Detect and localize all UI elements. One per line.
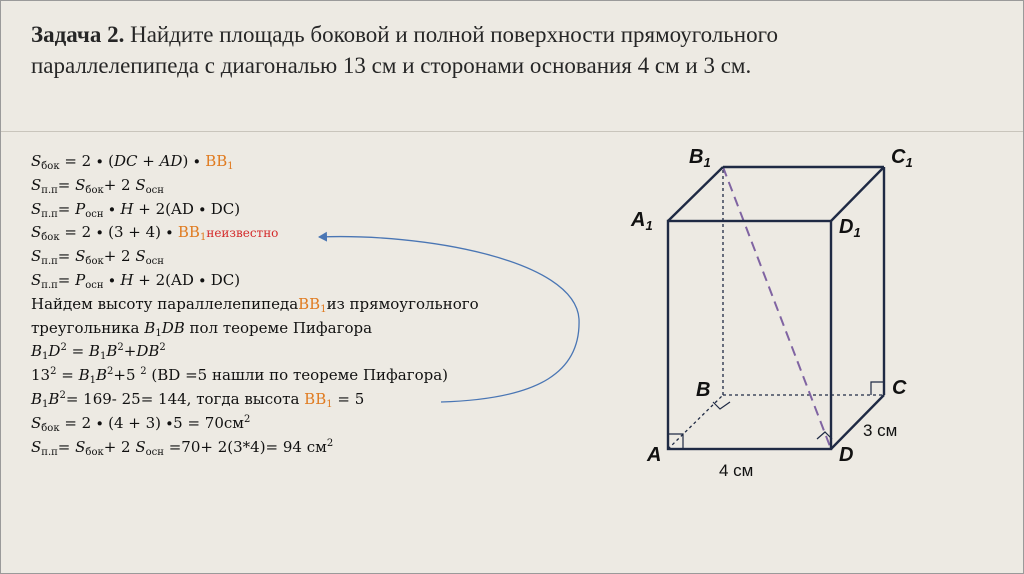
formula-line: $S_{п.п}= P_{осн} \cdot H + 2(AD \cdot DC)$	[31, 199, 241, 220]
text-line: Найдем высоту параллелепипедаBB$_1$из прямоугольного	[31, 294, 479, 315]
dimension-label-dc: 3 см	[863, 421, 898, 440]
formula-line: $S_{бок} = 2 \cdot (3 + 4)$ ∙ $BB_1неизвестно$	[31, 223, 279, 244]
front-face	[668, 221, 831, 449]
problem-text: Найдите площадь боковой и полной поверхности прямоугольного параллелепипеда с диагональю 13 см и сторонами основания 4 см и 3 см.	[31, 22, 778, 78]
edge-c1-d1	[831, 167, 884, 221]
text-line: треугольника $B_1DB$ пол теореме Пифагора	[31, 318, 373, 339]
unknown-note: неизвестно	[206, 226, 279, 241]
formula-line: $B_1D^2 = B_1B^2+DB^2$	[31, 342, 166, 363]
formula-line: $S_{бок} = 2 \cdot (DC + AD) \cdot BB_1$	[31, 152, 234, 172]
dimension-label-ad: 4 см	[719, 461, 754, 480]
diagonal-b1-d	[723, 167, 831, 449]
right-angle-c	[871, 382, 884, 395]
formula-line: $S_{п.п}= P_{осн} \cdot H + 2(AD \cdot DC)$	[31, 270, 241, 291]
parallelepiped-figure	[1, 1, 1023, 573]
formula-line: $13^2 = B_1B^2+5$ $^2$ (BD =5 нашли по теореме Пифагора)	[31, 366, 448, 387]
vertex-label-d: D	[839, 444, 854, 466]
reference-arrow	[319, 237, 579, 402]
formula-line: $S_{п.п}= S_{бок}+ 2$ $S_{осн}$	[31, 175, 164, 196]
vertex-label-b1: $B_1$	[689, 146, 711, 170]
right-angle-d	[817, 432, 832, 439]
vertex-label-a1: $A_1$	[631, 209, 653, 233]
vertex-label-c: C	[892, 377, 907, 399]
edge-a1-b1	[668, 167, 723, 221]
vertex-label-b: B	[696, 379, 711, 401]
problem-number: Задача 2.	[31, 22, 125, 47]
formula-line: $B_1B^2= 169-$ 25= 144, тогда высота $BB_1 = 5$	[31, 389, 365, 410]
vertex-label-a: A	[647, 444, 662, 466]
vertex-label-d1: $D_1$	[839, 216, 861, 240]
formula-line: $S_{п.п}= S_{бок}+ 2$ $S_{осн}$	[31, 247, 164, 268]
formula-line: $S_{бок} = 2 \cdot (4 + 3) \cdot 5 = 70см^2$	[31, 413, 251, 434]
vertex-label-c1: $C_1$	[891, 146, 913, 170]
formula-line: $S_{п.п}= S_{бок}+ 2$ $S_{осн} =70+ 2(3*4)= 94$ $см^2$	[31, 437, 334, 458]
